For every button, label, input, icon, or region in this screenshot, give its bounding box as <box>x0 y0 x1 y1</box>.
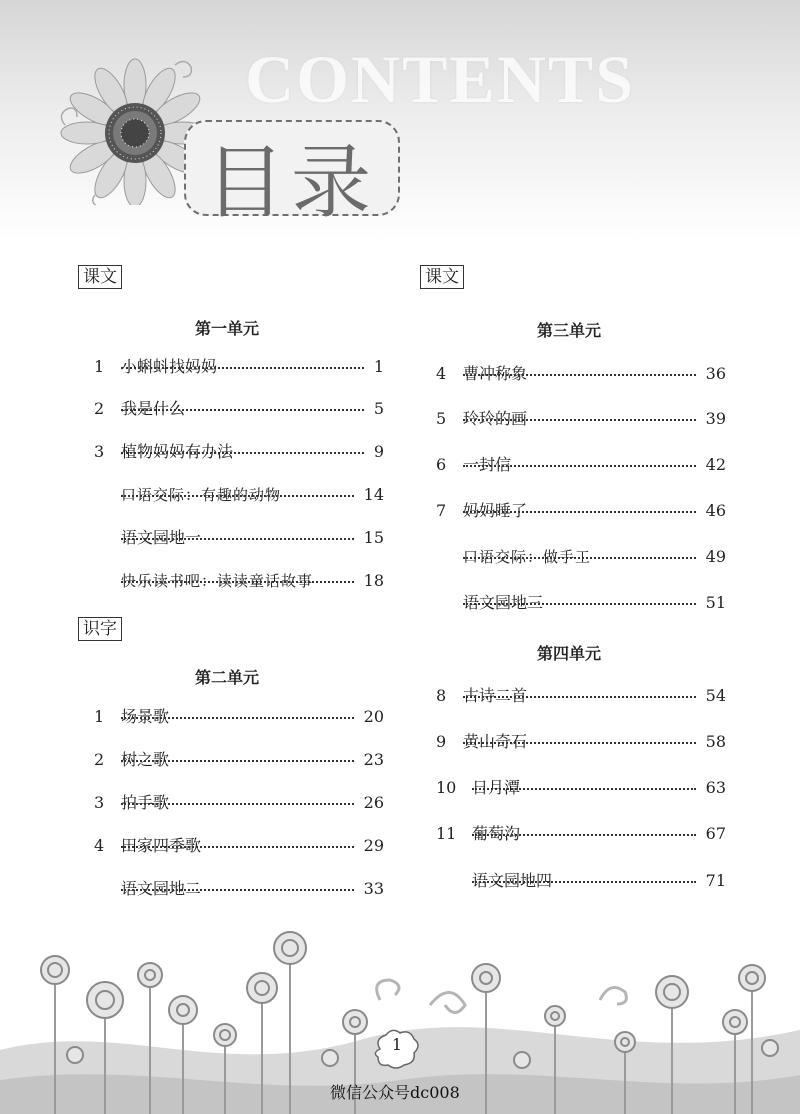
dot-leader <box>463 511 696 513</box>
entry-title: 口语交际：做手工 <box>463 545 597 569</box>
entry-title: 快乐读书吧：读读童话故事 <box>121 569 319 593</box>
entry-page: 39 <box>700 407 726 431</box>
dot-leader <box>121 846 354 848</box>
dot-leader <box>472 834 696 836</box>
entry-page: 9 <box>368 440 384 464</box>
page-title: 目录 <box>205 136 377 229</box>
page-number: 1 <box>391 1035 403 1054</box>
dot-leader <box>121 760 354 762</box>
toc-entry[interactable] <box>436 684 726 708</box>
section-tag-kewen: 课文 <box>78 265 122 289</box>
entry-number: 1 <box>94 357 105 376</box>
toc-entry[interactable] <box>94 440 384 464</box>
entry-title: 拍手歌 <box>121 791 175 815</box>
toc-entry[interactable] <box>94 748 384 772</box>
entry-number: 4 <box>94 836 105 855</box>
toc-entry[interactable] <box>94 791 384 815</box>
entry-number: 3 <box>94 793 105 812</box>
dot-leader <box>463 374 696 376</box>
dot-leader <box>472 788 696 790</box>
entry-number: 2 <box>94 399 105 418</box>
entry-title: 玲玲的画 <box>463 407 533 431</box>
entry-page: 29 <box>358 834 384 858</box>
toc-entry[interactable] <box>94 355 384 379</box>
dot-leader <box>121 409 364 411</box>
dot-leader <box>463 419 696 421</box>
dot-leader <box>121 803 354 805</box>
entry-title: 黄山奇石 <box>463 730 533 754</box>
entry-page: 54 <box>700 684 726 708</box>
entry-number: 8 <box>436 686 447 705</box>
entry-page: 15 <box>358 526 384 550</box>
toc-entry[interactable] <box>94 569 384 593</box>
entry-title: 语文园地三 <box>463 591 549 615</box>
entry-page: 14 <box>358 483 384 507</box>
entry-title: 语文园地一 <box>121 526 207 550</box>
entry-title: 妈妈睡了 <box>463 499 533 523</box>
entry-page: 26 <box>358 791 384 815</box>
toc-entry[interactable] <box>436 407 726 431</box>
entry-page: 33 <box>358 877 384 901</box>
toc-entry[interactable] <box>436 822 726 846</box>
toc-entry[interactable] <box>436 730 726 754</box>
entry-title: 日月潭 <box>472 776 526 800</box>
entry-page: 5 <box>368 397 384 421</box>
entry-page: 20 <box>358 705 384 729</box>
entry-title: 场景歌 <box>121 705 175 729</box>
entry-number: 1 <box>94 707 105 726</box>
toc-entry[interactable] <box>94 705 384 729</box>
entry-page: 71 <box>700 869 726 893</box>
dot-leader <box>121 889 354 891</box>
dot-leader <box>121 452 364 454</box>
dot-leader <box>121 495 354 497</box>
entry-title: 田家四季歌 <box>121 834 207 858</box>
entry-number: 10 <box>436 778 457 797</box>
entry-page: 36 <box>700 362 726 386</box>
unit-title-1: 第一单元 <box>195 319 260 338</box>
dot-leader <box>463 742 696 744</box>
entry-title: 口语交际：有趣的动物 <box>121 483 287 507</box>
entry-page: 46 <box>700 499 726 523</box>
toc-entry[interactable] <box>436 776 726 800</box>
toc-entry[interactable] <box>436 362 726 386</box>
entry-title: 植物妈妈有办法 <box>121 440 239 464</box>
toc-entry[interactable] <box>436 545 726 569</box>
dot-leader <box>121 538 354 540</box>
entry-page: 18 <box>358 569 384 593</box>
entry-title: 我是什么 <box>121 397 191 421</box>
toc-entry[interactable] <box>94 877 384 901</box>
entry-page: 42 <box>700 453 726 477</box>
dot-leader <box>121 717 354 719</box>
dot-leader <box>463 557 696 559</box>
unit-title-2: 第二单元 <box>195 668 260 687</box>
section-tag-kewen-right: 课文 <box>420 265 464 289</box>
dot-leader <box>463 603 696 605</box>
entry-title: 葡萄沟 <box>472 822 526 846</box>
entry-page: 51 <box>700 591 726 615</box>
entry-page: 23 <box>358 748 384 772</box>
toc-entry[interactable] <box>436 869 726 893</box>
entry-title: 树之歌 <box>121 748 175 772</box>
toc-entry[interactable] <box>94 483 384 507</box>
entry-number: 6 <box>436 455 447 474</box>
entry-page: 63 <box>700 776 726 800</box>
entry-title: 曹冲称象 <box>463 362 533 386</box>
toc-entry[interactable] <box>94 397 384 421</box>
dot-leader <box>121 367 364 369</box>
dot-leader <box>463 696 696 698</box>
entry-page: 1 <box>368 355 384 379</box>
entry-number: 3 <box>94 442 105 461</box>
entry-number: 9 <box>436 732 447 751</box>
toc-entry[interactable] <box>94 526 384 550</box>
entry-number: 2 <box>94 750 105 769</box>
entry-number: 11 <box>436 824 457 843</box>
wechat-watermark: 微信公众号dc008 <box>330 1083 460 1102</box>
entry-number: 4 <box>436 364 447 383</box>
entry-number: 7 <box>436 501 447 520</box>
entry-page: 67 <box>700 822 726 846</box>
entry-title: 古诗二首 <box>463 684 533 708</box>
unit-title-3: 第三单元 <box>537 321 602 340</box>
entry-title: 一封信 <box>463 453 517 477</box>
toc-entry[interactable] <box>436 499 726 523</box>
unit-title-4: 第四单元 <box>537 644 602 663</box>
toc-entry[interactable] <box>436 591 726 615</box>
entry-page: 49 <box>700 545 726 569</box>
entry-title: 语文园地四 <box>472 869 558 893</box>
entry-number: 5 <box>436 409 447 428</box>
entry-page: 58 <box>700 730 726 754</box>
toc-entry[interactable] <box>436 453 726 477</box>
toc-entry[interactable] <box>94 834 384 858</box>
dot-leader <box>121 581 354 583</box>
entry-title: 小蝌蚪找妈妈 <box>121 355 223 379</box>
section-tag-shizi: 识字 <box>78 617 122 641</box>
contents-watermark: CONTENTS <box>245 41 636 117</box>
dot-leader <box>463 465 696 467</box>
dot-leader <box>472 881 696 883</box>
entry-title: 语文园地二 <box>121 877 207 901</box>
